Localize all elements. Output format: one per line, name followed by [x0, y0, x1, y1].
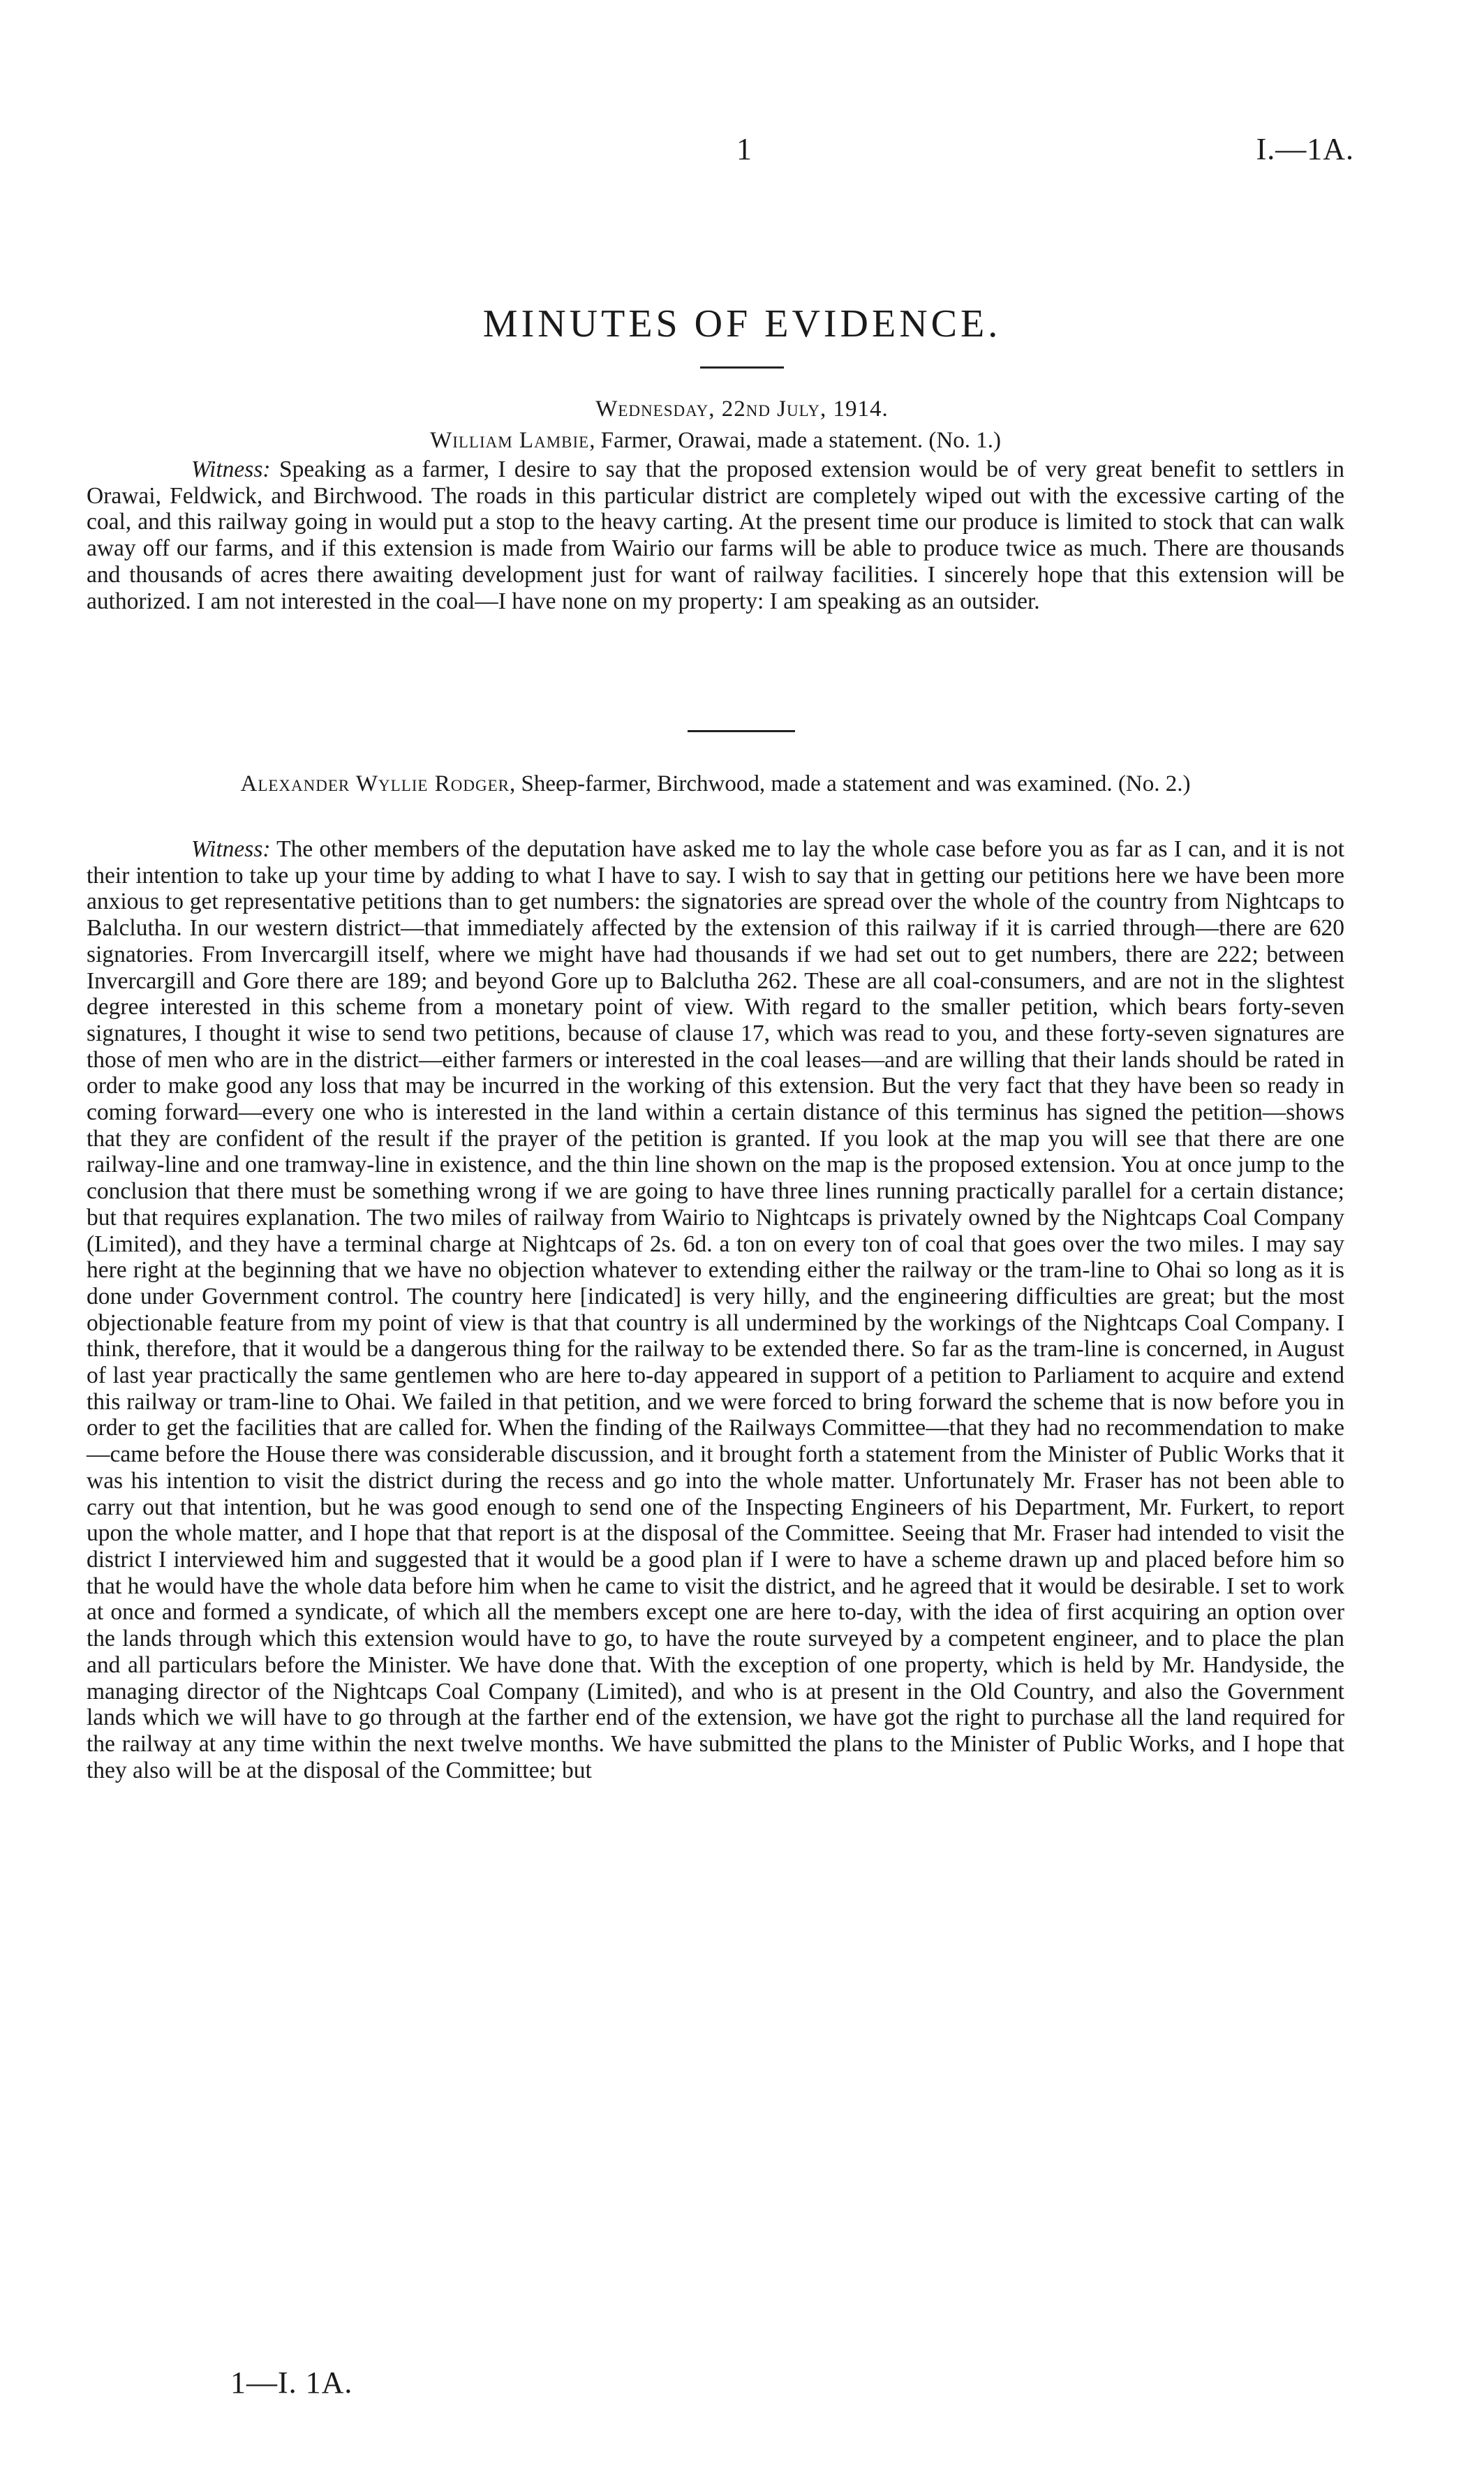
witness-1-name: William Lambie: [430, 428, 590, 453]
witness-1-text: Speaking as a farmer, I desire to say that the proposed extension would be of very great benefit to settlers in Orawai, Feldwick, and Birchwood. The roads in this particular district are completely wiped out with the excessive carting of the coal, and this railway going in would put a stop to the heavy carting. At the present time our produce is limited to stock that can walk away off our farms, and if this extension is made from Wairio our farms will be able to produce twice as much. There are thousands and thousands of acres there awaiting development just for want of railway facilities. I sincerely hope that this extension will be authorized. I am not interested in the coal—I have none on my property: I am speaking as an outsider.: [87, 456, 1344, 614]
sitting-date: Wednesday, 22nd July, 1914.: [595, 396, 889, 422]
witness-1-statement: [87, 456, 1344, 614]
signature-mark: 1—I. 1A.: [230, 2366, 353, 2400]
witness-2-text: The other members of the deputation have asked me to lay the whole case before you as far as I can, and it is not their intention to take up your time by adding to what I have to say. I wish to say that in getting our petitions here we have been more anxious to get representative petitions than to get numbers: the signatories are spread over the whole of the country from Nightcaps to Balclutha. In our western district—that immediately affected by the extension of this railway if it is carried through—there are 620 signatories. From Invercargill itself, where we might have had thousands if we had set out to get numbers, there are 222; between Invercargill and Gore there are 189; and beyond Gore up to Balclutha 262. These are all coal-consumers, and are not in the slightest degree interested in this scheme from a monetary point of view. With regard to the smaller petition, which bears forty-seven signatures, I thought it wise to send two petitions, because of clause 17, which was read to you, and these forty-seven signatures are those of men who are in the district—either farmers or interested in the coal leases—and are willing that their lands should be rated in order to make good any loss that may be incurred in the working of this extension. But the very fact that they have been so ready in coming forward—every one who is interested in the land within a certain distance of this terminus has signed the petition—shows that they are confident of the result if the prayer of the petition is granted. If you look at the map you will see that there are one railway-line and one tramway-line in existence, and the thin line shown on the map is the proposed extension. You at once jump to the conclusion that there must be something wrong if we are going to have three lines running practically parallel for a certain distance; but that requires explanation. The two miles of railway from Wairio to Nightcaps is privately owned by the Nightcaps Coal Company (Limited), and they have a terminal charge at Nightcaps of 2s. 6d. a ton on every ton of coal that goes over the two miles. I may say here right at the beginning that we have no objection whatever to extending either the railway or the tram-line to Ohai so long as it is done under Government control. The country here [indicated] is very hilly, and the engineering difficulties are great; but the most objectionable feature from my point of view is that that country is all undermined by the workings of the Nightcaps Coal Company. I think, therefore, that it would be a dangerous thing for the railway to be extended there. So far as the tram-line is concerned, in August of last year practically the same gentlemen who are here to-day appeared in support of a petition to Parliament to acquire and extend this railway or tram-line to Ohai. We failed in that petition, and we were forced to bring forward the scheme that is now before you in order to get the facilities that are called for. When the finding of the Railways Committee—that they had no recommendation to make—came before the House there was considerable discussion, and it brought forth a statement from the Minister of Public Works that it was his intention to visit the district during the recess and go into the whole matter. Unfortunately Mr. Fraser has not been able to carry out that intention, but he was good enough to send one of the Inspecting Engineers of his Department, Mr. Furkert, to report upon the whole matter, and I hope that that report is at the disposal of the Committee. Seeing that Mr. Fraser had intended to visit the district I interviewed him and suggested that it would be a good plan if I were to have a scheme drawn up and placed before him so that he would have the whole data before him when he came to visit the district, and he agreed that it would be desirable. I set to work at once and formed a syndicate, of which all the members except one are here to-day, with the idea of first acquiring an option over the lands through which this extension would have to go, to have the route surveyed by a competent engineer, and to place the plan and all particulars before the Minister. We have done that. With the exception of one property, which is held by Mr. Handyside, the managing director of the Nightcaps Coal Company (Limited), and who is at present in the Old Country, and also the Government lands which we will have to go through at the farther end of the extension, we have got the right to purchase all the land required for the railway at any time within the next twelve months. We have submitted the plans to the Minister of Public Works, and I hope that they also will be at the disposal of the Committee; but: [87, 836, 1344, 1783]
witness-2-description: , Sheep-farmer, Birchwood, made a statement and was examined. (No. 2.): [509, 771, 1191, 796]
section-divider: [688, 730, 795, 732]
witness-1-heading: [87, 427, 1344, 454]
witness-2-heading: [87, 771, 1344, 797]
page-number: 1: [736, 132, 752, 166]
witness-1-lead: Witness:: [191, 456, 271, 482]
document-reference: I.—1A.: [1256, 132, 1354, 166]
witness-2-statement: [87, 836, 1344, 1783]
witness-1-description: , Farmer, Orawai, made a statement. (No. 1.): [589, 428, 1001, 453]
witness-2-name: Alexander Wyllie Rodger: [240, 771, 510, 796]
witness-2-lead: Witness:: [191, 836, 271, 862]
page-title: MINUTES OF EVIDENCE.: [482, 302, 1002, 346]
title-divider: [700, 366, 784, 369]
